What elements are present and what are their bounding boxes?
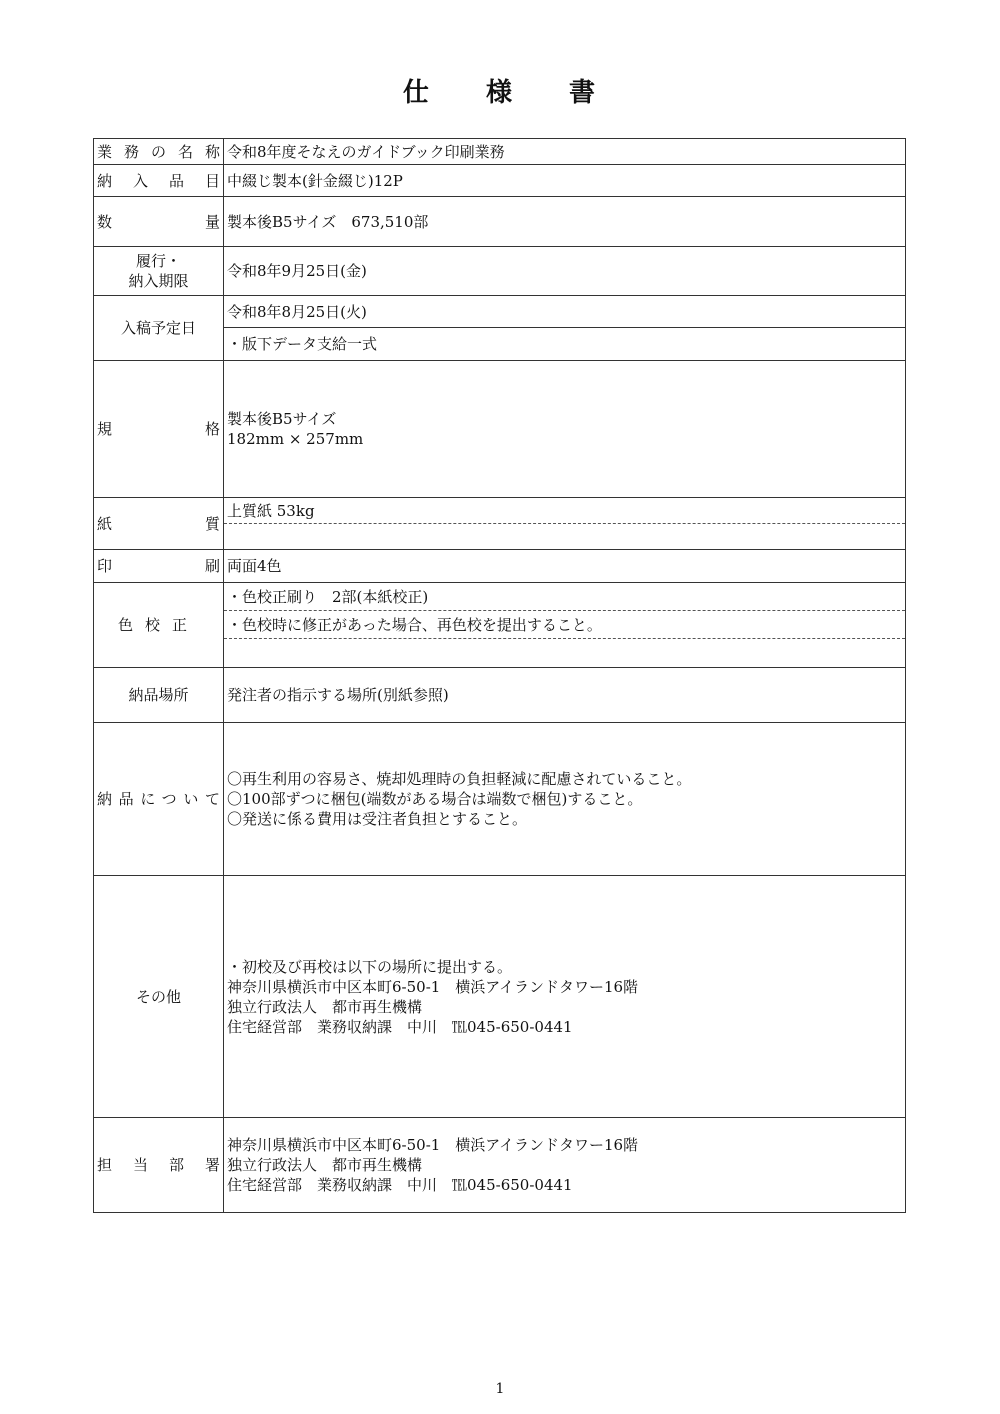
tanto-line: 独立行政法人 都市再生機構 bbox=[227, 1156, 423, 1174]
label-suryo: 数量 bbox=[94, 197, 224, 247]
value-nohin-basho: 発注者の指示する場所(別紙参照) bbox=[224, 668, 906, 723]
row-sonota bbox=[94, 876, 906, 1118]
value-nyuko-date: 令和8年8月25日(火) bbox=[224, 296, 906, 328]
label-gyomu: 業務の名称 bbox=[94, 139, 224, 165]
row-kigen bbox=[94, 247, 906, 296]
spec-table bbox=[93, 138, 906, 1213]
value-nonyu-hinmoku: 中綴じ製本(針金綴じ)12P bbox=[224, 165, 906, 197]
value-shishitsu-blank bbox=[224, 524, 906, 550]
sonota-line: ・初校及び再校は以下の場所に提出する。 bbox=[227, 957, 513, 976]
value-kigen: 令和8年9月25日(金) bbox=[224, 247, 906, 296]
title-char: 仕 bbox=[402, 78, 431, 108]
value-suryo: 製本後B5サイズ 673,510部 bbox=[224, 197, 906, 247]
label-sonota: その他 bbox=[94, 876, 224, 1118]
label-kikaku: 規格 bbox=[94, 361, 224, 498]
label-tanto: 担当部署 bbox=[94, 1118, 224, 1213]
value-sonota bbox=[224, 876, 906, 1118]
label-kigen-line1: 履行・ bbox=[135, 252, 181, 270]
tanto-line: 住宅経営部 業務収納課 中川 ℡045-650-0441 bbox=[227, 1176, 573, 1194]
label-kigen bbox=[94, 247, 224, 296]
label-nohin-basho: 納品場所 bbox=[94, 668, 224, 723]
value-gyomu: 令和8年度そなえのガイドブック印刷業務 bbox=[224, 139, 906, 165]
title-char: 書 bbox=[569, 78, 598, 108]
sonota-line: 独立行政法人 都市再生機構 bbox=[227, 997, 423, 1016]
value-insatsu: 両面4色 bbox=[224, 550, 906, 583]
nohin-tsuite-line: 〇発送に係る費用は受注者負担とすること。 bbox=[227, 810, 528, 828]
label-nyuko: 入稿予定日 bbox=[94, 296, 224, 361]
row-nohin-tsuite bbox=[94, 723, 906, 876]
value-irokosei-2: ・色校時に修正があった場合、再色校を提出すること。 bbox=[224, 611, 906, 639]
value-shishitsu: 上質紙 53kg bbox=[224, 498, 906, 524]
value-kikaku bbox=[224, 361, 906, 498]
row-tanto bbox=[94, 1118, 906, 1213]
row-irokosei-1 bbox=[94, 583, 906, 611]
row-insatsu bbox=[94, 550, 906, 583]
value-kikaku-line2: 182mm × 257mm bbox=[227, 430, 364, 448]
page-title bbox=[0, 72, 1000, 109]
row-shishitsu-1 bbox=[94, 498, 906, 524]
row-gyomu bbox=[94, 139, 906, 165]
label-nonyu-hinmoku: 納入品目 bbox=[94, 165, 224, 197]
sonota-line: 住宅経営部 業務収納課 中川 ℡045-650-0441 bbox=[227, 1017, 573, 1036]
value-irokosei-blank bbox=[224, 639, 906, 668]
label-nohin-tsuite: 納品について bbox=[94, 723, 224, 876]
value-irokosei-1: ・色校正刷り 2部(本紙校正) bbox=[224, 583, 906, 611]
label-kigen-line2: 納入期限 bbox=[128, 272, 189, 290]
label-irokosei: 色校正 bbox=[94, 583, 224, 668]
row-kikaku bbox=[94, 361, 906, 498]
title-char: 様 bbox=[485, 78, 514, 108]
sonota-line: 神奈川県横浜市中区本町6-50-1 横浜アイランドタワー16階 bbox=[227, 977, 639, 996]
value-nyuko-data: ・版下データ支給一式 bbox=[224, 328, 906, 361]
value-kikaku-line1: 製本後B5サイズ bbox=[227, 410, 337, 428]
row-nohin-basho bbox=[94, 668, 906, 723]
value-nohin-tsuite bbox=[224, 723, 906, 876]
nohin-tsuite-line: 〇再生利用の容易さ、焼却処理時の負担軽減に配慮されていること。 bbox=[227, 770, 692, 788]
nohin-tsuite-line: 〇100部ずつに梱包(端数がある場合は端数で梱包)すること。 bbox=[227, 790, 643, 808]
tanto-line: 神奈川県横浜市中区本町6-50-1 横浜アイランドタワー16階 bbox=[227, 1136, 639, 1154]
row-nonyu-hinmoku bbox=[94, 165, 906, 197]
label-insatsu: 印刷 bbox=[94, 550, 224, 583]
value-tanto bbox=[224, 1118, 906, 1213]
row-nyuko-1 bbox=[94, 296, 906, 328]
page-number: 1 bbox=[495, 1381, 505, 1397]
row-suryo bbox=[94, 197, 906, 247]
label-shishitsu: 紙質 bbox=[94, 498, 224, 550]
